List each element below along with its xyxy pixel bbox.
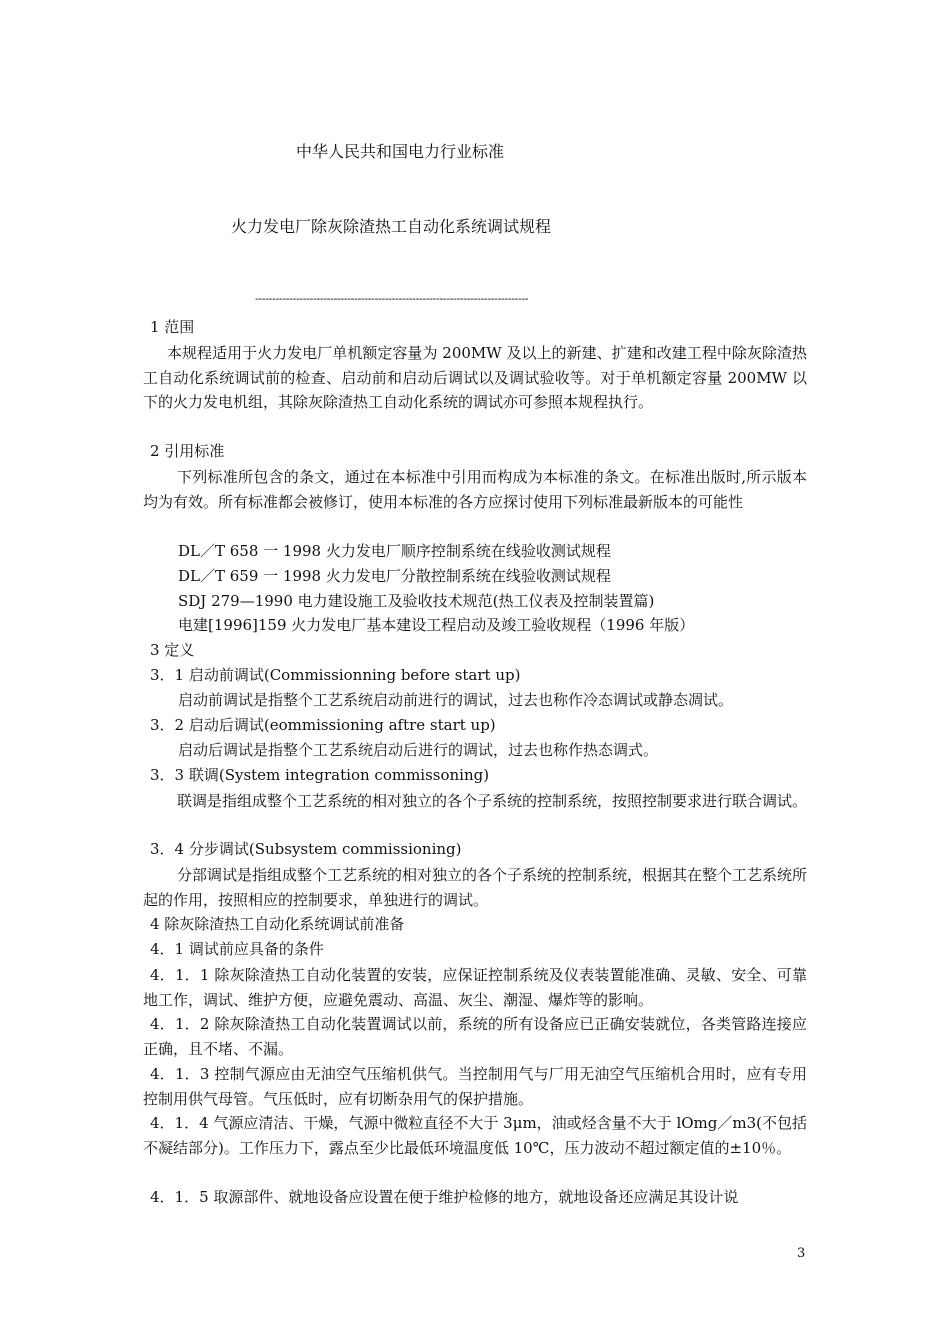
page-number: 3 [797,1246,806,1261]
issuing-organization: 中华人民共和国电力行业标准 [296,142,505,161]
definition-3-1-heading: 3．1 启动前调试(Commissionning before start up) [150,666,521,684]
subsection-4-1-heading: 4．1 调试前应具备的条件 [150,940,324,958]
reference-item: DL／T 658 一 1998 火力发电厂顺序控制系统在线验收测试规程 [178,542,611,560]
definition-3-4-heading: 3．4 分步调试(Subsystem commissioning) [150,840,462,858]
clause-4-1-3: 4．1．3 控制气源应由无油空气压缩机供气。当控制用气与厂用无油空气压缩机合用时，应有专用控制用供气母管。气压低时，应有切断杂用气的保护措施。 [143,1065,807,1108]
section-4-heading: 4 除灰除渣热工自动化系统调试前准备 [150,915,405,933]
section-1-heading: 1 范围 [150,318,195,336]
clause-4-1-2: 4．1．2 除灰除渣热工自动化装置调试以前，系统的所有设备应已正确安装就位，各类管路连接应正确，且不堵、不漏。 [143,1015,807,1058]
clause-4-1-5: 4．1．5 取源部件、就地设备应设置在便于维护检修的地方，就地设备还应满足其设计说 [150,1188,739,1206]
section-2-body: 下列标准所包含的条文，通过在本标准中引用而构成为本标准的条文。在标准出版时,所示版本均为有效。所有标准都会被修订，使用本标准的各方应探讨使用下列标准最新版本的可能性 [143,468,807,511]
definition-3-2-body: 启动后调试是指整个工艺系统启动后进行的调试，过去也称作热态调式。 [178,741,659,759]
definition-3-1-body: 启动前调试是指整个工艺系统启动前进行的调试，过去也称作冷态调试或静态凋试。 [178,691,734,709]
separator-line: -------------------------------------------------------------------------------- [255,292,529,305]
clause-4-1-4: 4．1．4 气源应清洁、干燥，气源中微粒直径不大于 3μm，油或烃含量不大于 lOmg／m3(不包括不凝结部分)。工作压力下，露点至少比最低环境温度低 10℃，压力波动不超过额定值的±10％。 [143,1114,807,1157]
section-2-heading: 2 引用标准 [150,442,225,460]
definition-3-2-heading: 3．2 启动后调试(eommissioning aftre start up) [150,716,496,734]
reference-item: 电建[1996]159 火力发电厂基本建设工程启动及竣工验收规程（1996 年版） [178,616,695,634]
definition-3-3-body: 联调是指组成整个工艺系统的相对独立的各个子系统的控制系统，按照控制要求进行联合调试。 [177,792,808,810]
document-title: 火力发电厂除灰除渣热工自动化系统调试规程 [231,217,552,236]
definition-3-4-body: 分部调试是指组成整个工艺系统的相对独立的各个子系统的控制系统，根据其在整个工艺系统所起的作用，按照相应的控制要求，单独进行的调试。 [143,866,808,909]
reference-item: SDJ 279—1990 电力建设施工及验收技术规范(热工仪表及控制装置篇) [178,592,655,610]
section-3-heading: 3 定义 [150,641,195,659]
reference-item: DL／T 659 一 1998 火力发电厂分散控制系统在线验收测试规程 [178,567,611,585]
clause-4-1-1: 4．1．1 除灰除渣热工自动化装置的安装，应保证控制系统及仪表装置能准确、灵敏、安全、可靠地工作，调试、维护方便，应避免震动、高温、灰尘、潮湿、爆炸等的影响。 [143,966,807,1009]
section-1-body: 本规程适用于火力发电厂单机额定容量为 200MW 及以上的新建、扩建和改建工程中除灰除渣热工自动化系统调试前的检查、启动前和启动后调试以及调试验收等。对于单机额定容量 200MW 以下的火力发电机组，其除灰除渣热工自动化系统的调试亦可参照本规程执行。 [143,344,807,412]
definition-3-3-heading: 3．3 联调(System integration commissoning) [150,766,490,784]
